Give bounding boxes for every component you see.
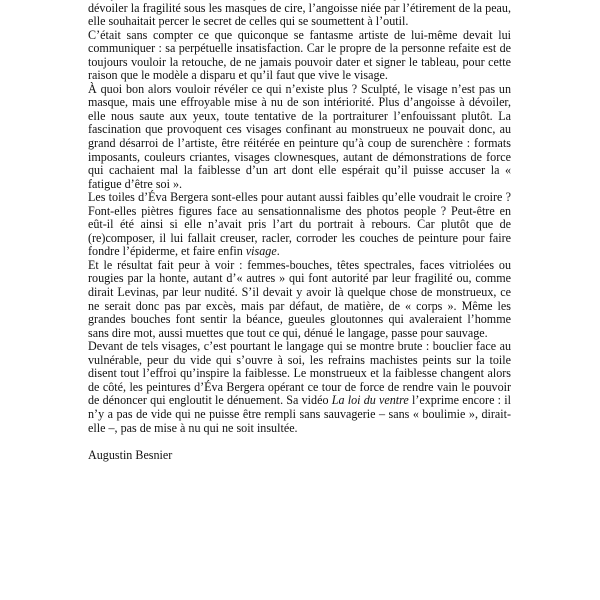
text-segment: . — [276, 244, 280, 259]
paragraph — [88, 29, 511, 83]
italic-title: visage — [245, 244, 277, 259]
text-segment: dévoiler la fragilité sous les masques de cire, l’angoisse niée par l’étirement de la peau, elle souhaitait percer le secret de celles qui se soumettent à l’outil. — [88, 0, 511, 29]
paragraph — [88, 0, 511, 29]
paragraph — [88, 340, 511, 435]
italic-title: La loi du ventre — [331, 393, 409, 408]
text-segment: C’était sans compter ce que quiconque se fantasme artiste de lui-même devait lui communiquer : sa perpétuelle insatisfaction. Car le propre de la personne refaite est de toujours vouloir la retouche, de ne jamais pouvoir dater et signer le tableau, pour cette raison que le modèle a disparu et qu’il faut que vive le visage. — [88, 27, 511, 83]
text-segment: Devant de tels visages, c’est pourtant le langage qui se montre brute : bouclier face au vulnérable, peur du vide qui s’ouvre à soi, les refrains machistes peints sur la toile disent tout l’effroi qu’inspire la faiblesse. Le monstrueux et la faiblesse changent alors de côté, les peintures d’Éva Bergera opérant ce tour de force de rendre vain le pouvoir de dénoncer qui engloutit le dénuement. Sa vidéo — [88, 339, 511, 408]
article-body — [88, 0, 511, 462]
text-segment: Les toiles d’Éva Bergera sont-elles pour autant aussi faibles qu’elle voudrait le croire ? Font-elles piètres figures face au sensationnalisme des photos people ? Peut-être en eût-il été ainsi si elle n’avait pris l’art du portrait à rebours. Car plutôt que de (re)composer, il lui fallait creuser, racler, corroder les couches de peinture pour faire fondre l’épiderme, et faire enfin — [88, 190, 511, 259]
text-segment: À quoi bon alors vouloir révéler ce qui n’existe plus ? Sculpté, le visage n’est pas un masque, mais une effroyable mise à nu de son intériorité. Plus d’angoisse à dévoiler, elle nous saute aux yeux, toute tentative de la portraiturer l’enfouissant plutôt. La fascination que provoquent ces visages confinant au monstrueux ne pouvait donc, au grand désarroi de l’artiste, être réitérée en peinture qu’à coup de surenchère : formats imposants, couleurs criantes, visages clownesques, autant de démonstrations de force qui cachaient mal la faiblesse d’un art dont elle espérait qu’il puisse accuser la « fatigue d’être soi ». — [88, 81, 511, 191]
paragraph — [88, 259, 511, 340]
paragraph — [88, 191, 511, 259]
text-segment: Et le résultat fait peur à voir : femmes-bouches, têtes spectrales, faces vitriolées ou rougies par la honte, autant d’« autres » qui font autorité par leur fragilité ou, comme dirait Levinas, par leur nudité. S’il devait y avoir là quelque chose de monstrueux, ce ne serait donc pas par excès, mais par défaut, de matière, de « corps ». Même les grandes bouches font sentir la béance, gueules gloutonnes qui avaleraient l’homme sans dire mot, aussi muettes que tout ce qui, dénué le langage, passe pour sauvage. — [88, 257, 511, 340]
text-segment: l’exprime encore : il n’y a pas de vide qui ne puisse être rempli sans sauvagerie – sans « boulimie », dirait-elle –, pas de mise à nu qui ne soit insultée. — [88, 393, 511, 435]
paragraph — [88, 83, 511, 191]
author-signature: Augustin Besnier — [88, 447, 173, 462]
